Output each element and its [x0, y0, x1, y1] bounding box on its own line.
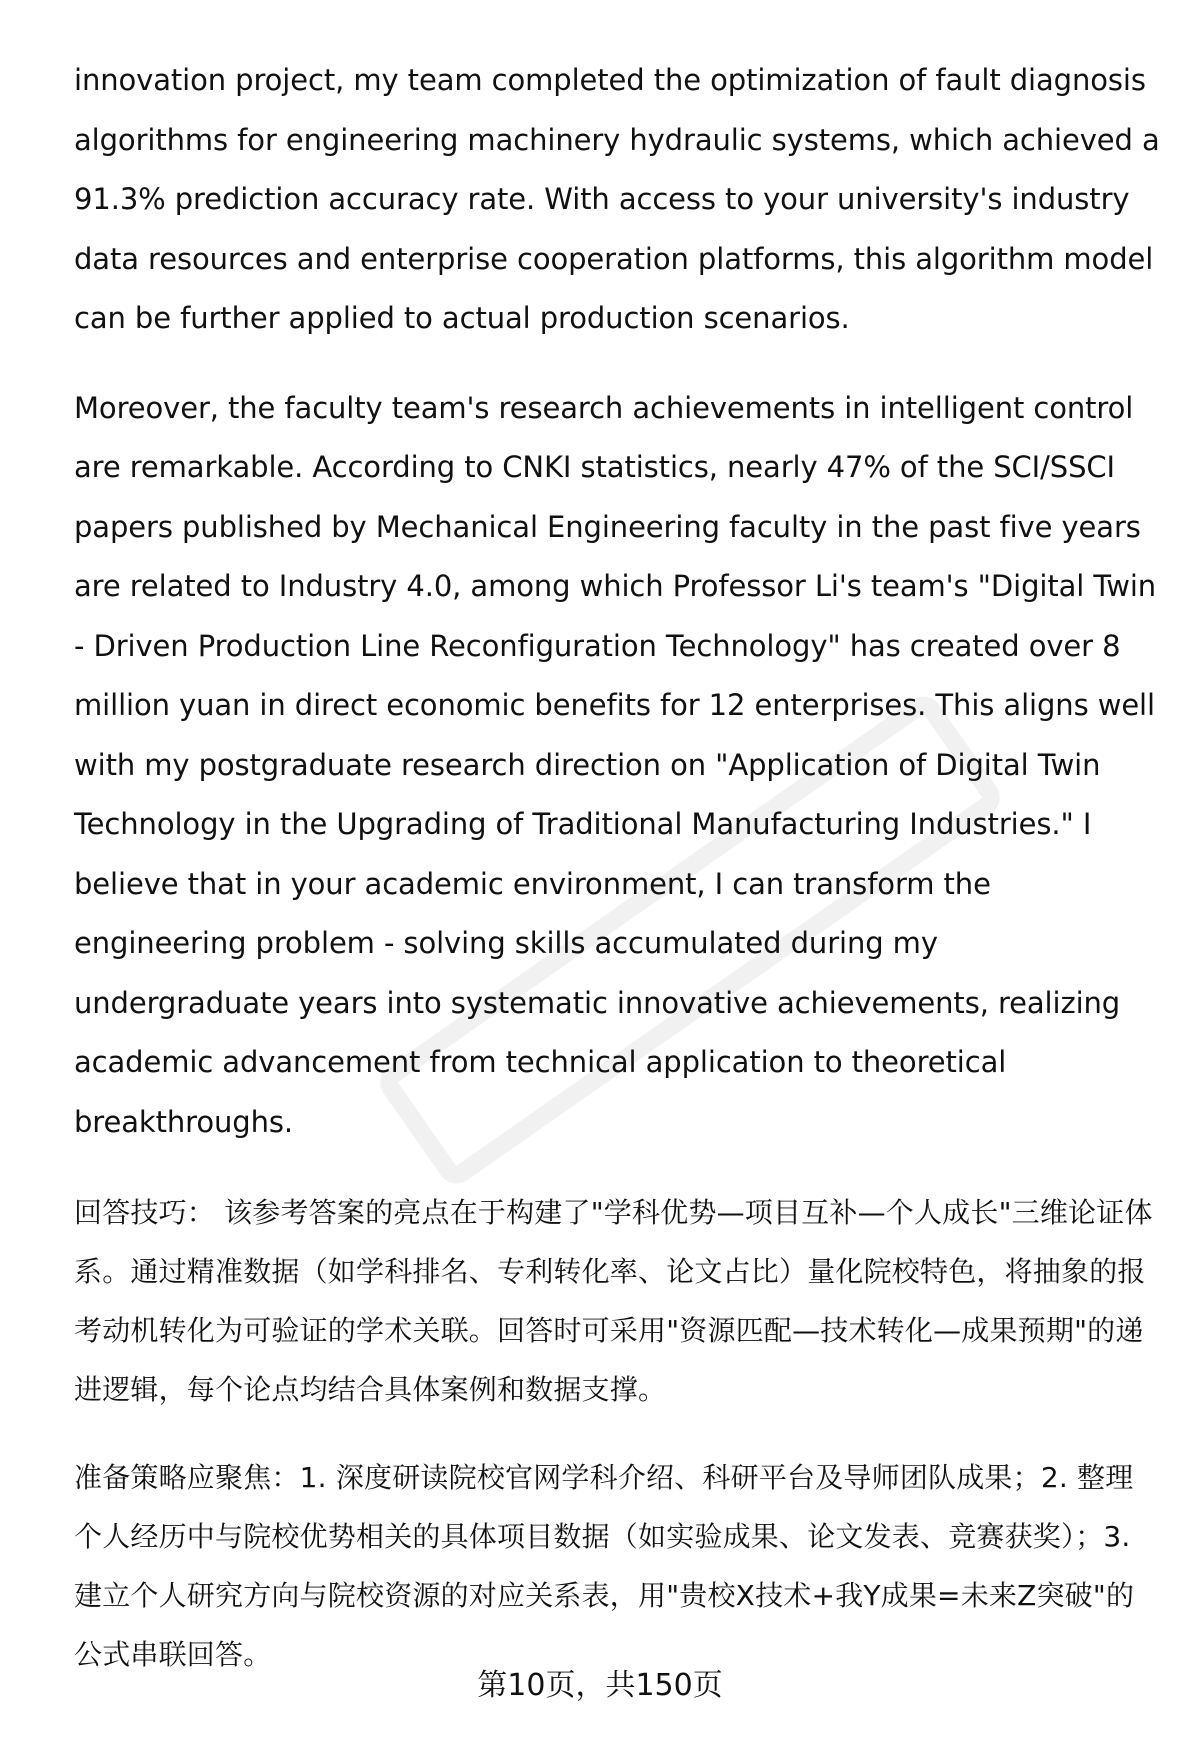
answer-tips-paragraph: 回答技巧： 该参考答案的亮点在于构建了"学科优势—项目互补—个人成长"三维论证体系。通过精准数据（如学科排名、专利转化率、论文占比）量化院校特色，将抽象的报考动机转化为可验证的学术关联。回答时可采用"资源匹配—技术转化—成果预期"的递进逻辑，每个论点均结合具体案例和数据支撑。	[74, 1196, 1153, 1406]
english-paragraph: Moreover, the faculty team's research achievements in intelligent control are remarkable. According to CNKI statistics, nearly 47% of the SCI/SSCI papers published by Mechanical Engineering faculty in the past five years are related to Industry 4.0, among which Professor Li's team's "Digital Twin - Driven Production Line Reconfiguration Technology" has created over 8 million yuan in direct economic benefits for 12 enterprises. This aligns well with my postgraduate research direction on "Application of Digital Twin Technology in the Upgrading of Traditional Manufacturing Industries." I believe that in your academic environment, I can transform the engineering problem - solving skills accumulated during my undergraduate years into systematic innovative achievements, realizing academic advancement from technical application to theoretical breakthroughs.	[74, 390, 1157, 1139]
english-paragraph: innovation project, my team completed the optimization of fault diagnosis algorithms for engineering machinery hydraulic systems, which achieved a 91.3% prediction accuracy rate. With access to your university's industry data resources and enterprise cooperation platforms, this algorithm model can be further applied to actual production scenarios.	[74, 63, 1160, 335]
prep-strategy-paragraph: 准备策略应聚焦：1. 深度研读院校官网学科介绍、科研平台及导师团队成果；2. 整理个人经历中与院校优势相关的具体项目数据（如实验成果、论文发表、竞赛获奖）；3. 建立个人研究方向与院校资源的对应关系表，用"贵校X技术+我Y成果=未来Z突破"的公式串联回答。	[74, 1461, 1135, 1671]
page-number-footer: 第10页，共150页	[477, 1668, 723, 1703]
document-body	[74, 51, 1160, 1684]
